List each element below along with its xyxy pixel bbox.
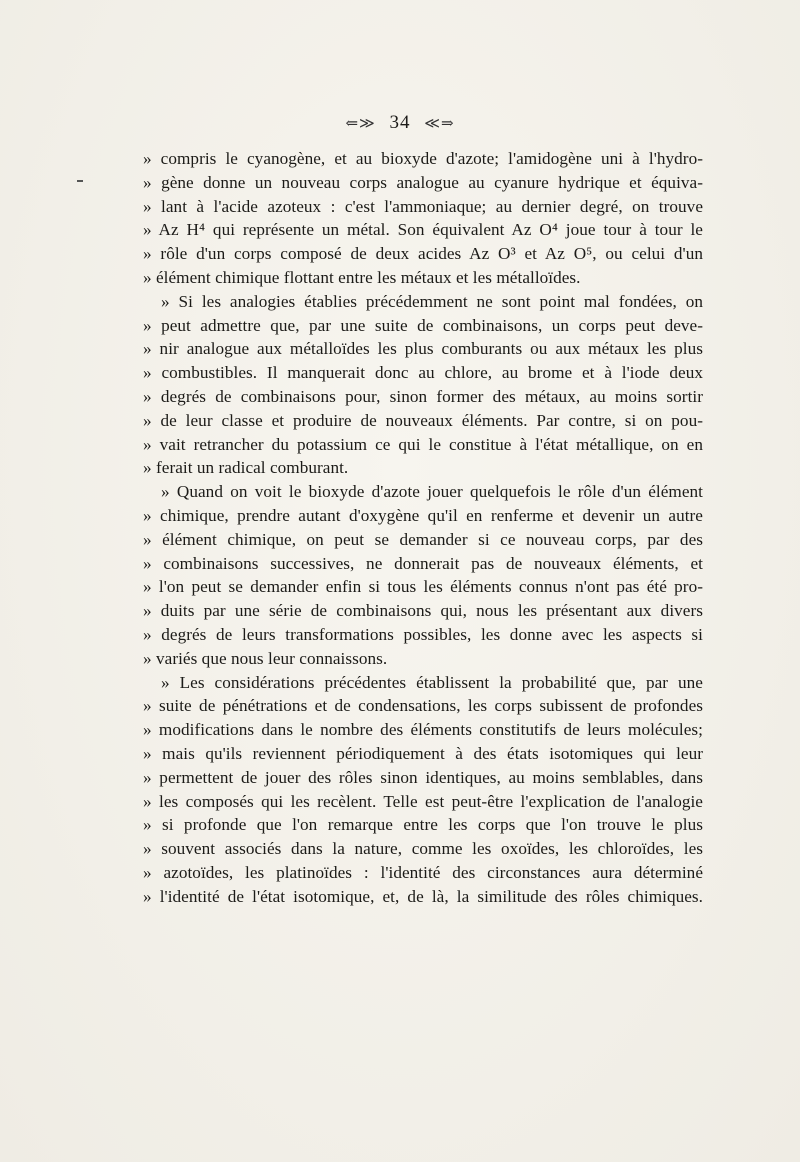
text-line: » vait retrancher du potassium ce qui le constitue à l'état métallique, on en [143,434,703,454]
text-line: » mais qu'ils reviennent périodiquement à des états isotomiques qui leur [143,743,703,763]
text-line: » azotoïdes, les platinoïdes : l'identité des circonstances aura déterminé [143,862,703,882]
text-line: » Az H⁴ qui représente un métal. Son équivalent Az O⁴ joue tour à tour le [143,220,703,240]
text-line: » variés que nous leur connaissons. [143,648,388,668]
text-line: » Si les analogies établies précédemment ne sont point mal fondées, on [161,291,703,311]
text-line: » degrés de leurs transformations possibles, les donne avec les aspects si [143,624,703,644]
text-line: » peut admettre que, par une suite de combinaisons, un corps peut deve- [143,315,703,335]
text-line: » permettent de jouer des rôles sinon identiques, au moins semblables, dans [143,767,703,787]
text-line: » de leur classe et produire de nouveaux éléments. Par contre, si on pou- [143,410,703,430]
text-line: » lant à l'acide azoteux : c'est l'ammoniaque; au dernier degré, on trouve [143,196,703,216]
text-line: » chimique, prendre autant d'oxygène qu'il en renferme et devenir un autre [143,505,703,525]
page-number: 34 [389,112,411,133]
text-line: » l'on peut se demander enfin si tous les éléments connus n'ont pas été pro- [143,577,703,597]
text-line: » les composés qui les recèlent. Telle est peut-être l'explication de l'analogie [143,791,703,811]
text-line: » combinaisons successives, ne donnerait pas de nouveaux éléments, et [143,553,703,573]
text-line: » combustibles. Il manquerait donc au chlore, au brome et à l'iode deux [143,363,703,383]
text-line: » modifications dans le nombre des éléments constitutifs de leurs molécules; [143,720,703,740]
text-line: » degrés de combinaisons pour, sinon former des métaux, au moins sortir [143,386,703,406]
text-line: » Les considérations précédentes établissent la probabilité que, par une [161,672,703,692]
text-line: » ferait un radical comburant. [143,458,349,478]
text-line: » gène donne un nouveau corps analogue au cyanure hydrique et équiva- [143,172,703,192]
text-line: » élément chimique, on peut se demander si ce nouveau corps, par des [143,529,703,549]
text-line: » duits par une série de combinaisons qui, nous les présentant aux divers [143,601,703,621]
text-line: » l'identité de l'état isotomique, et, de là, la similitude des rôles chimiques. [143,886,703,906]
text-line: » souvent associés dans la nature, comme les oxoïdes, les chloroïdes, les [143,839,703,859]
text-line: » compris le cyanogène, et au bioxyde d'azote; l'amidogène uni à l'hydro- [143,149,703,168]
right-ornament: ≪⇒ [424,116,455,133]
margin-mark [77,180,83,182]
text-line: » rôle d'un corps composé de deux acides Az O³ et Az O⁵, ou celui d'un [143,244,703,264]
text-line: » élément chimique flottant entre les métaux et les métalloïdes. [143,267,581,287]
text-line: » si profonde que l'on remarque entre les corps que l'on trouve le plus [143,815,703,835]
page-header [0,112,800,134]
text-line: » Quand on voit le bioxyde d'azote jouer quelquefois le rôle d'un élément [161,482,703,502]
text-line: » suite de pénétrations et de condensations, les corps subissent de profondes [143,696,703,716]
left-ornament: ⇐≫ [345,116,376,133]
body-text [143,147,703,909]
text-line: » nir analogue aux métalloïdes les plus comburants ou aux métaux les plus [143,339,703,359]
